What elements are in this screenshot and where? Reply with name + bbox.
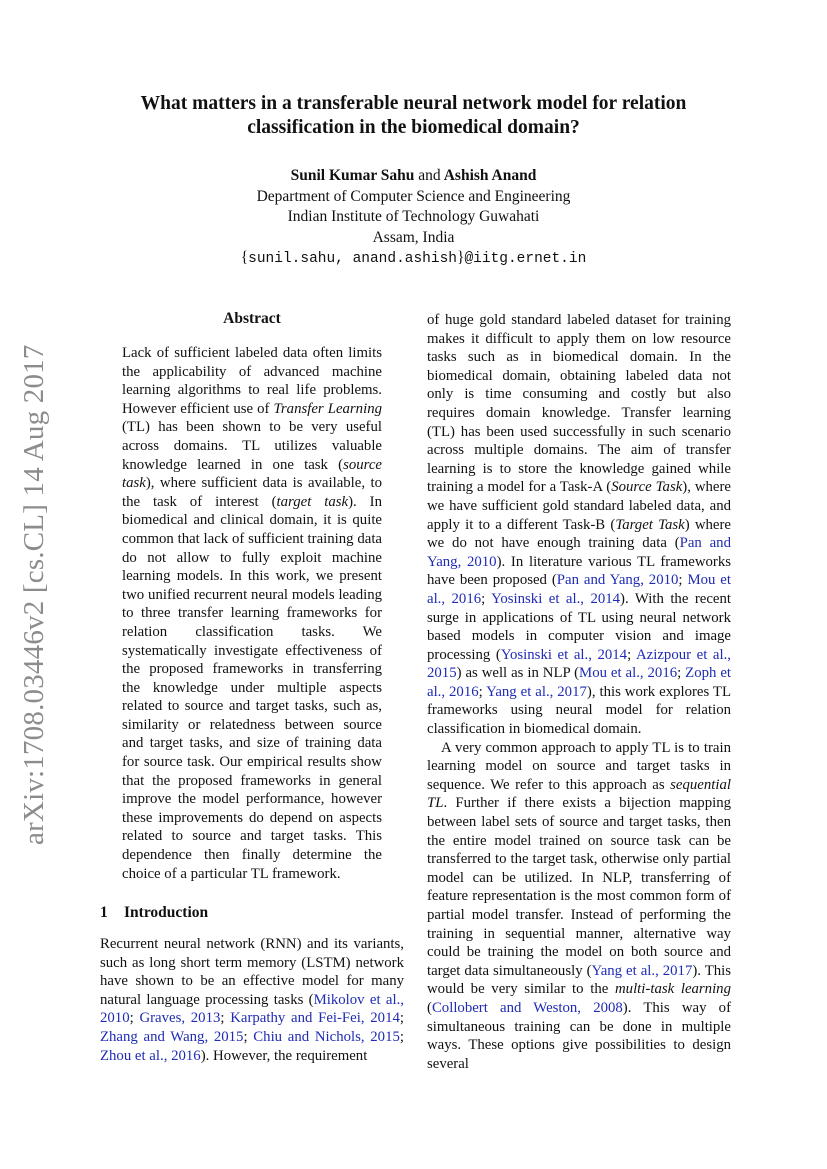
citation-link[interactable]: Zoph et al., 2016: [427, 665, 732, 700]
citation-separator: ;: [399, 1028, 405, 1045]
citation-separator: ;: [243, 1028, 254, 1045]
right-text: (: [427, 999, 432, 1016]
right-text: ), where we have sufficient gold standard labeled data, and apply it to a different Task-B (: [427, 479, 731, 533]
affiliation-location: Assam, India: [372, 228, 455, 246]
section-title: Introduction: [124, 904, 209, 921]
citation-separator: ;: [481, 590, 492, 607]
right-text: ). This would be very similar to the: [427, 962, 731, 998]
abstract-text-1: Lack of sufficient labeled data often limits the applicability of advanced machine learning algorithms to real life problems. However efficient use of: [122, 345, 382, 417]
section-heading-introduction: [100, 904, 208, 922]
citation-link[interactable]: Chiu and Nichols, 2015: [253, 1028, 400, 1045]
citation-link[interactable]: Mou et al., 2016: [579, 665, 678, 682]
citation-link[interactable]: Collobert and Weston, 2008: [431, 999, 623, 1016]
email-domain: @iitg.ernet.in: [464, 251, 587, 267]
citation-link[interactable]: Yang et al., 2017: [486, 683, 587, 700]
affiliation-institute: Indian Institute of Technology Guwahati: [287, 208, 540, 225]
term-multi-task-learning: multi-task learning: [614, 981, 731, 998]
citation-link[interactable]: Mou et al., 2016: [427, 572, 731, 607]
abstract-text-2: (TL) has been shown to be very useful across domains. TL utilizes valuable knowledge learned in one task (: [122, 419, 382, 473]
section-number: 1: [100, 904, 108, 921]
abstract-body: [122, 344, 382, 883]
author-and: and: [418, 167, 441, 184]
citation-link[interactable]: Yosinski et al., 2014: [491, 590, 621, 607]
abstract-heading: Abstract: [223, 310, 281, 327]
citation-link[interactable]: Yosinski et al., 2014: [500, 646, 628, 663]
citation-separator: ;: [677, 665, 686, 682]
right-paragraph-2: [427, 739, 731, 1074]
abstract-text-4: ). In biomedical and clinical domain, it is quite common that lack of sufficient training data do not allow to fully exploit machine learning models. In this work, we present two unified recurrent neural models leading to three transfer learning frameworks for relation classification tasks. We systematically investigate effectiveness of the proposed frameworks in transferring the knowledge under multiple aspects related to source and target tasks, such as, similarity or relatedness between source and target tasks, and size of training data for source task. Our empirical results show that the proposed frameworks in general improve the model performance, however these improvements do depend on aspects related to source and target tasks. This dependence then finally determine the choice of a particular TL framework.: [122, 493, 382, 882]
right-text: ). In literature various TL frameworks have been proposed (: [427, 553, 731, 589]
right-column-body: [427, 311, 731, 1073]
title-line-2: classification in the biomedical domain?: [247, 117, 580, 138]
author-1: Sunil Kumar Sahu: [290, 167, 415, 184]
title-line-1: What matters in a transferable neural network model for relation: [140, 93, 687, 114]
citation-link[interactable]: Karpathy and Fei-Fei, 2014: [230, 1010, 400, 1027]
arxiv-identifier: arXiv:1708.03446v2 [cs.CL] 14 Aug 2017: [18, 344, 50, 845]
citation-link[interactable]: Pan and Yang, 2010: [427, 535, 731, 570]
right-text: A very common approach to apply TL is to train learning model on source and target tasks in sequence. We refer to this approach as: [427, 739, 731, 793]
citation-link[interactable]: Pan and Yang, 2010: [556, 572, 679, 589]
right-text: ) as well as in NLP (: [456, 665, 580, 682]
right-paragraph-1: [427, 311, 731, 739]
citation-separator: ;: [399, 1010, 404, 1027]
abstract-text-3: ), where sufficient data is available, to the task of interest (: [122, 475, 382, 510]
term-sequential-tl: sequential TL: [427, 776, 731, 812]
right-text: ), this work explores TL frameworks using neural model for relation classification in biomedical domain.: [427, 683, 732, 738]
term-transfer-learning: Transfer Learning: [273, 400, 382, 417]
right-text: . Further if there exists a bijection mapping between label sets of source and target tasks, then the entire model trained on source task can be transferred to the target task, otherwise only partial model can be utilized. In NLP, transferring of feature representation is the most common form of partial model transfer. Instead of performing the training in sequential manner, alternative way could be training the model on both source and target data simultaneously (: [427, 795, 731, 979]
introduction-body: [100, 935, 404, 1065]
citation-link[interactable]: Zhang and Wang, 2015: [100, 1028, 244, 1045]
citation-link[interactable]: Azizpour et al., 2015: [427, 646, 731, 682]
email-users: sunil.sahu, anand.ashish: [248, 251, 457, 267]
email-brace-close: }: [457, 249, 465, 266]
author-names: [100, 166, 727, 187]
right-text: of huge gold standard labeled dataset for training makes it difficult to apply them on low resource tasks such as in biomedical domain. In the biomedical domain, obtaining labeled data not only is time consuming and costly but also requires domain knowledge. Transfer learning (TL) has been used successfully in such scenario across multiple domains. The aim of transfer learning is to store the knowledge gained while training a model for a Task-A (: [427, 312, 731, 496]
term-source-task: source task: [122, 456, 382, 492]
term-target-task: target task: [276, 493, 349, 510]
citation-link[interactable]: Zhou et al., 2016: [100, 1047, 201, 1064]
intro-paragraph: [100, 935, 404, 1065]
citation-link[interactable]: Yang et al., 2017: [591, 962, 693, 979]
citation-separator: ;: [129, 1010, 140, 1027]
email-brace-open: {: [240, 249, 249, 266]
author-block: [100, 166, 727, 270]
intro-text-1: Recurrent neural network (RNN) and its variants, such as long short term memory (LSTM) network have shown to be an effective model for many natural language processing tasks (: [100, 936, 404, 1008]
author-2: Ashish Anand: [443, 167, 537, 184]
intro-text-2: ). However, the requirement: [200, 1047, 368, 1064]
right-text: ). With the recent surge in applications of TL using neural network based models in computer vision and image processing (: [427, 590, 731, 663]
citation-separator: ;: [627, 646, 636, 663]
term-target-task: Target Task: [615, 516, 685, 533]
right-text: ) where we do not have enough training data (: [427, 516, 731, 552]
citation-link[interactable]: Mikolov et al., 2010: [100, 991, 404, 1027]
citation-separator: ;: [678, 572, 688, 589]
affiliation-department: Department of Computer Science and Engineering: [256, 187, 571, 205]
paper-title: [100, 92, 727, 140]
term-source-task: Source Task: [611, 479, 683, 496]
author-emails: [100, 248, 727, 270]
abstract-paragraph: [122, 344, 382, 883]
citation-separator: ;: [220, 1010, 231, 1027]
right-text: ). This way of simultaneous training can be done in multiple ways. These options give possibilities to design several: [427, 999, 731, 1072]
citation-link[interactable]: Graves, 2013: [139, 1010, 221, 1027]
citation-separator: ;: [478, 683, 487, 700]
